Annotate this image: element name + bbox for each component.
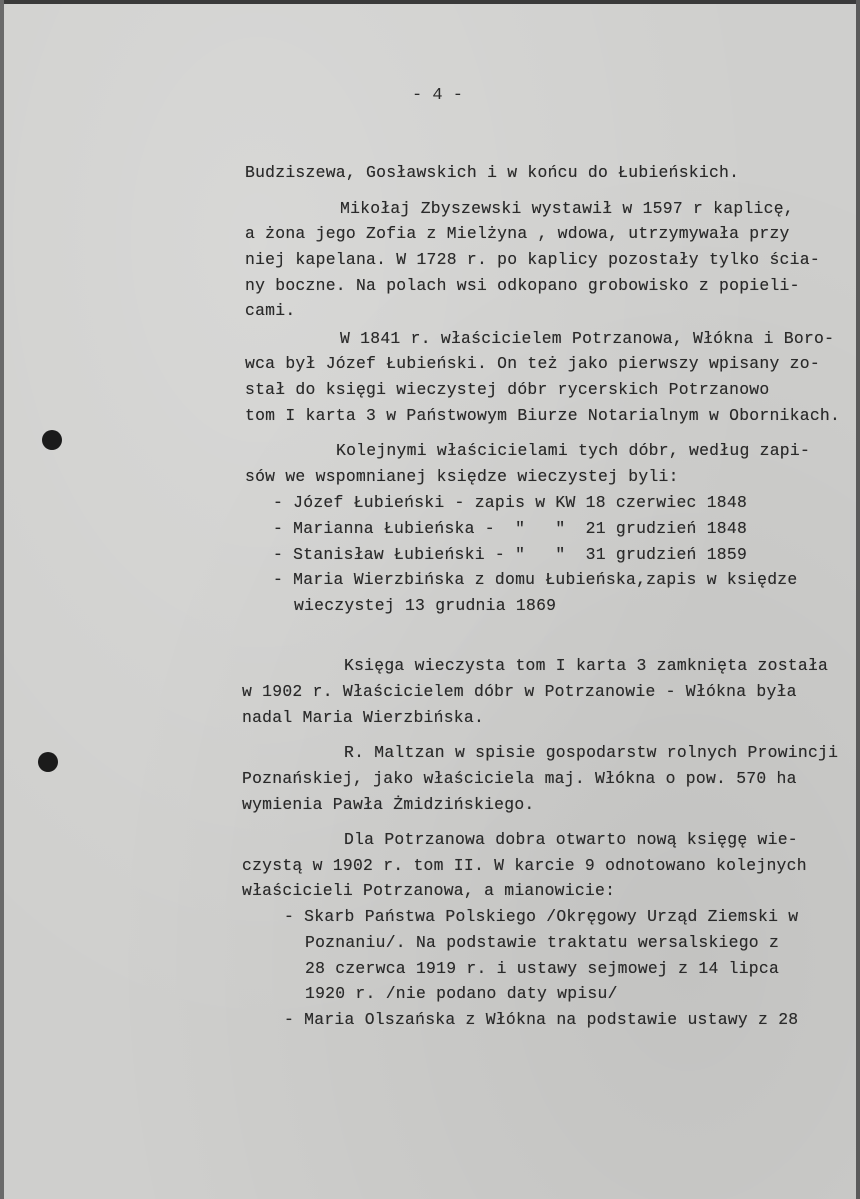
text-line: Księga wieczysta tom I karta 3 zamknięta została: [344, 656, 829, 675]
text-line: Mikołaj Zbyszewski wystawił w 1597 r kaplicę,: [340, 199, 794, 218]
list-item: - Maria Olszańska z Włókna na podstawie ustawy z 28: [284, 1010, 799, 1029]
punch-hole-bottom: [38, 752, 58, 772]
text-line: ny boczne. Na polach wsi odkopano grobowisko z popieli-: [245, 276, 800, 295]
text-line: nadal Maria Wierzbińska.: [242, 708, 485, 727]
text-line: a żona jego Zofia z Mielżyna , wdowa, utrzymywała przy: [245, 224, 790, 243]
list-item: - Skarb Państwa Polskiego /Okręgowy Urząd Ziemski w: [284, 907, 799, 926]
text-line: sów we wspomnianej księdze wieczystej byli:: [245, 467, 679, 486]
text-line: czystą w 1902 r. tom II. W karcie 9 odnotowano kolejnych: [242, 856, 807, 875]
scan-edge-left: [0, 0, 4, 1199]
text-line: wymienia Pawła Żmidzińskiego.: [242, 795, 535, 814]
text-line: Kolejnymi właścicielami tych dóbr, według zapi-: [336, 441, 811, 460]
list-item-continuation: 1920 r. /nie podano daty wpisu/: [305, 984, 618, 1003]
list-item: - Marianna Łubieńska - " " 21 grudzień 1848: [273, 519, 748, 538]
list-item: - Józef Łubieński - zapis w KW 18 czerwiec 1848: [273, 493, 748, 512]
text-line: Dla Potrzanowa dobra otwarto nową księgę wie-: [344, 830, 798, 849]
text-line: W 1841 r. właścicielem Potrzanowa, Włókna i Boro-: [340, 329, 835, 348]
page-number: - 4 -: [412, 86, 464, 105]
punch-hole-top: [42, 430, 62, 450]
list-item-continuation: wieczystej 13 grudnia 1869: [294, 596, 557, 615]
text-line: Budziszewa, Gosławskich i w końcu do Łubieńskich.: [245, 163, 740, 182]
scan-edge-top: [0, 0, 860, 4]
list-item-continuation: 28 czerwca 1919 r. i ustawy sejmowej z 14 lipca: [305, 959, 780, 978]
text-line: niej kapelana. W 1728 r. po kaplicy pozostały tylko ścia-: [245, 250, 820, 269]
text-line: Poznańskiej, jako właściciela maj. Włókna o pow. 570 ha: [242, 769, 797, 788]
list-item-continuation: Poznaniu/. Na podstawie traktatu wersalskiego z: [305, 933, 780, 952]
scan-edge-right: [856, 0, 860, 1199]
list-item: - Stanisław Łubieński - " " 31 grudzień 1859: [273, 545, 748, 564]
text-line: tom I karta 3 w Państwowym Biurze Notarialnym w Obornikach.: [245, 406, 841, 425]
text-line: cami.: [245, 301, 296, 320]
text-line: R. Maltzan w spisie gospodarstw rolnych Prowincji: [344, 743, 839, 762]
text-line: w 1902 r. Właścicielem dóbr w Potrzanowie - Włókna była: [242, 682, 797, 701]
text-line: wca był Józef Łubieński. On też jako pierwszy wpisany zo-: [245, 354, 820, 373]
list-item: - Maria Wierzbińska z domu Łubieńska,zapis w księdze: [273, 570, 798, 589]
text-line: stał do księgi wieczystej dóbr rycerskich Potrzanowo: [245, 380, 770, 399]
text-line: właścicieli Potrzanowa, a mianowicie:: [242, 881, 616, 900]
